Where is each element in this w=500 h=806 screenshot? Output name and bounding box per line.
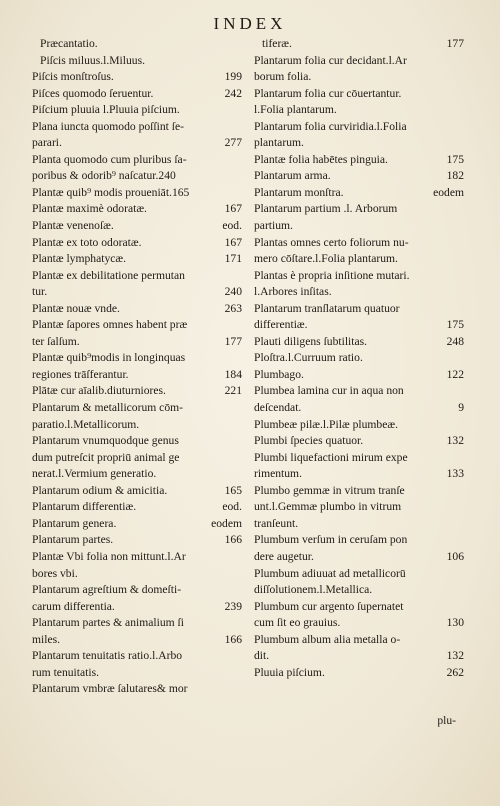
entry-text: Plumbum cur argento ſupernatet [254,599,404,613]
entry-text: Plantarum vmbræ ſalutares& mor [32,682,188,696]
entry-text: Piſcis miluus.l.Miluus. [40,53,146,67]
entry-text: rimentum. [254,467,302,481]
page-reference: 106 [446,549,464,563]
index-entry-line [32,532,242,549]
entry-text: bores vbi. [32,566,78,580]
entry-text: Plantarum vnumquodque genus [32,434,179,448]
index-entry-line [32,450,242,467]
entry-text: Plantarum folia cur cōuertantur. [254,86,402,100]
index-entry-line [32,615,242,632]
page-reference: 132 [446,649,464,663]
page-reference: 175 [446,318,464,332]
index-entry-line [32,185,242,202]
entry-text: carum differentia. [32,599,115,613]
entry-text: dere augetur. [254,549,314,563]
entry-text: l.Arbores inſitas. [254,285,332,299]
page-reference: 263 [224,301,242,315]
entry-text: Plantarum partes. [32,533,114,547]
index-entry-line [32,665,242,682]
entry-text: miles. [32,632,61,646]
entry-text: Plantarum folia curviridia.l.Folia [254,119,407,133]
page-reference: 240 [224,285,242,299]
index-entry-line [32,135,242,152]
entry-text: Plantarum partium .l. Arborum [254,202,398,216]
index-entry-line [254,201,464,218]
index-entry-line [32,284,242,301]
entry-text: dit. [254,649,270,663]
page-reference: 171 [224,252,242,266]
page-reference: eodem [211,516,242,530]
entry-text: Plantarum partes & animalium ſi [32,616,184,630]
index-entry-line [254,152,464,169]
index-entry-line [254,383,464,400]
index-entry-line [254,433,464,450]
page-reference: 9 [458,401,464,415]
entry-text: Plantæ maximè odoratæ. [32,202,147,216]
entry-text: tur. [32,285,48,299]
page-reference: 242 [224,86,242,100]
page-reference: 177 [446,37,464,50]
index-entry-line [254,334,464,351]
entry-text: ter ſalſum. [32,334,80,348]
index-entry-line [254,400,464,417]
index-entry-line [254,615,464,632]
entry-text: Plumbum album alia metalla o- [254,632,401,646]
index-entry-line [254,648,464,665]
entry-text: dum putreſcit propriū animal ge [32,450,180,464]
entry-text: Planta quomodo cum pluribus ſa- [32,152,187,166]
page-reference: 130 [446,616,464,630]
entry-text: Plantæ venenoſæ. [32,219,114,233]
entry-text: Plana iuncta quomodo poſſint ſe- [32,119,184,133]
entry-text: Plantarum monſtra. [254,185,344,199]
entry-text: poribus & odorib⁹ naſcatur.240 [32,169,176,183]
entry-text: Plantarum folia cur decidant.l.Ar [254,53,407,67]
entry-text: Plantarum arma. [254,169,331,183]
index-entry-line [32,466,242,483]
page-reference: 167 [224,235,242,249]
index-entry-line [254,235,464,252]
entry-text: borum folia. [254,70,312,84]
page-reference: 177 [224,334,242,348]
entry-text: Plantæ ſapores omnes habent præ [32,318,188,332]
page-reference: 221 [224,384,242,398]
entry-text: regiones trāſferantur. [32,367,129,381]
index-entry-line [32,582,242,599]
entry-text: Plumbago. [254,367,304,381]
entry-text: Piſcium pluuia l.Pluuia piſcium. [32,103,180,117]
index-entry-line [32,268,242,285]
entry-text: diſſolutionem.l.Metallica. [254,583,373,597]
index-entry-line [32,218,242,235]
index-entry-line [32,201,242,218]
index-entry-line [32,69,242,86]
entry-text: Plumbeæ pilæ.l.Pilæ plumbeæ. [254,417,398,431]
page-reference: 262 [446,665,464,679]
index-entry-line [32,334,242,351]
entry-text: plantarum. [254,136,304,150]
entry-text: Piſces quomodo ſeruentur. [32,86,154,100]
entry-text: unt.l.Gemmæ plumbo in vitrum [254,500,402,514]
index-entry-line [32,566,242,583]
index-entry-line [32,383,242,400]
entry-text: Plumbea lamina cur in aqua non [254,384,404,398]
index-entry-line [254,53,464,70]
entry-text: Plantæ ex debilitatione permutan [32,268,185,282]
entry-text: Plumbi liquefactioni mirum expe [254,450,408,464]
page-reference: 182 [446,169,464,183]
index-entry-line [254,119,464,136]
index-entry-line [254,516,464,533]
index-entry-line [32,632,242,649]
page-reference: eod. [222,500,242,514]
index-entry-line [32,102,242,119]
index-entry-line [254,450,464,467]
entry-text: Plantarum tenuitatis ratio.l.Arbo [32,649,183,663]
index-entry-line [254,135,464,152]
index-entry-line [32,235,242,252]
page-reference: 122 [446,367,464,381]
entry-text: Pluuia piſcium. [254,665,325,679]
entry-text: Plumbi ſpecies quatuor. [254,434,364,448]
running-header: INDEX [213,14,287,33]
index-entry-line [254,665,464,682]
index-entry-line [32,549,242,566]
entry-text: cum ſit eo grauius. [254,616,341,630]
page-reference: 184 [224,367,242,381]
page-reference: 277 [224,136,242,150]
entry-text: Plantarum tranſlatarum quatuor [254,301,400,315]
index-column-left [32,36,242,698]
index-entry-line [254,102,464,119]
page-reference: 248 [446,334,464,348]
index-entry-line [32,483,242,500]
index-entry-line [254,251,464,268]
index-entry-line [254,632,464,649]
entry-text: deſcendat. [254,401,302,415]
index-entry-line [32,367,242,384]
entry-text: Plantæ lymphatycæ. [32,252,127,266]
index-entry-line [32,301,242,318]
entry-text: tranſeunt. [254,516,299,530]
index-entry-line [254,499,464,516]
index-entry-line [254,367,464,384]
index-entry-line [254,566,464,583]
page-reference: eodem [433,185,464,199]
index-entry-line [32,681,242,698]
index-entry-line [254,301,464,318]
page-reference: 239 [224,599,242,613]
entry-text: Plumbum adiuuat ad metallicorū [254,566,406,580]
index-entry-line [254,86,464,103]
index-entry-line [32,168,242,185]
entry-text: Plantæ quib⁹modis in longinquas [32,351,186,365]
entry-text: differentiæ. [254,318,308,332]
index-entry-line [254,532,464,549]
entry-text: mero cōſtare.l.Folia plantarum. [254,252,398,266]
index-entry-line [32,516,242,533]
index-entry-line [32,599,242,616]
index-entry-line [32,317,242,334]
page-reference: 133 [446,467,464,481]
catchword: plu- [437,714,456,727]
entry-text: Plantarum odium & amicitia. [32,483,168,497]
index-entry-line [32,433,242,450]
page-reference: 166 [224,533,242,547]
entry-text: rum tenuitatis. [32,665,99,679]
index-entry-line [254,466,464,483]
entry-text: Plantas è propria inſitione mutari. [254,268,410,282]
index-entry-line [254,268,464,285]
page-reference: 175 [446,152,464,166]
entry-text: Præcantatio. [40,37,98,50]
index-column-right [254,36,464,681]
index-entry-line [32,251,242,268]
index-entry-line [32,350,242,367]
index-entry-line [254,483,464,500]
entry-text: l.Folia plantarum. [254,103,337,117]
index-entry-line [32,648,242,665]
entry-text: Plantas omnes certo foliorum nu- [254,235,409,249]
index-entry-line [254,284,464,301]
index-entry-line [254,417,464,434]
entry-text: Plantæ quib⁹ modis proueniāt.165 [32,185,190,199]
page-reference: 199 [224,70,242,84]
index-entry-line [254,218,464,235]
index-entry-line [32,53,242,70]
entry-text: Plumbo gemmæ in vitrum tranſe [254,483,405,497]
index-entry-line [32,119,242,136]
index-entry-line [254,185,464,202]
index-entry-line [32,499,242,516]
index-entry-line [254,350,464,367]
index-entry-line [254,36,464,53]
index-entry-line [254,549,464,566]
page-reference: 166 [224,632,242,646]
entry-text: Plantarum differentiæ. [32,500,137,514]
entry-text: Plātæ cur aīalib.diuturniores. [32,384,166,398]
entry-text: Plumbum verſum in ceruſam pon [254,533,408,547]
index-entry-line [32,400,242,417]
index-entry-line [32,86,242,103]
entry-text: Plantarum & metallicorum cōm- [32,401,184,415]
index-entry-line [254,168,464,185]
page-reference: eod. [222,219,242,233]
entry-text: Piſcis monſtroſus. [32,70,114,84]
page-reference: 165 [224,483,242,497]
entry-text: tiferæ. [262,37,292,50]
entry-text: Ploſtra.l.Curruum ratio. [254,351,363,365]
entry-text: partium. [254,219,293,233]
entry-text: Plantarum agreſtium & domeſti- [32,583,182,597]
entry-text: parari. [32,136,62,150]
entry-text: paratio.l.Metallicorum. [32,417,140,431]
index-entry-line [32,152,242,169]
entry-text: Plauti diligens ſubtilitas. [254,334,368,348]
index-entry-line [254,69,464,86]
index-entry-line [254,317,464,334]
index-entry-line [32,36,242,53]
index-entry-line [32,417,242,434]
entry-text: Plantæ ex toto odoratæ. [32,235,142,249]
index-entry-line [254,582,464,599]
page-reference: 167 [224,202,242,216]
entry-text: Plantæ Vbi folia non mittunt.l.Ar [32,549,186,563]
entry-text: Plantæ nouæ vnde. [32,301,120,315]
page-reference: 132 [446,434,464,448]
index-entry-line [254,599,464,616]
entry-text: nerat.l.Vermium generatio. [32,467,157,481]
entry-text: Plantarum genera. [32,516,117,530]
entry-text: Plantæ folia habētes pinguia. [254,152,388,166]
